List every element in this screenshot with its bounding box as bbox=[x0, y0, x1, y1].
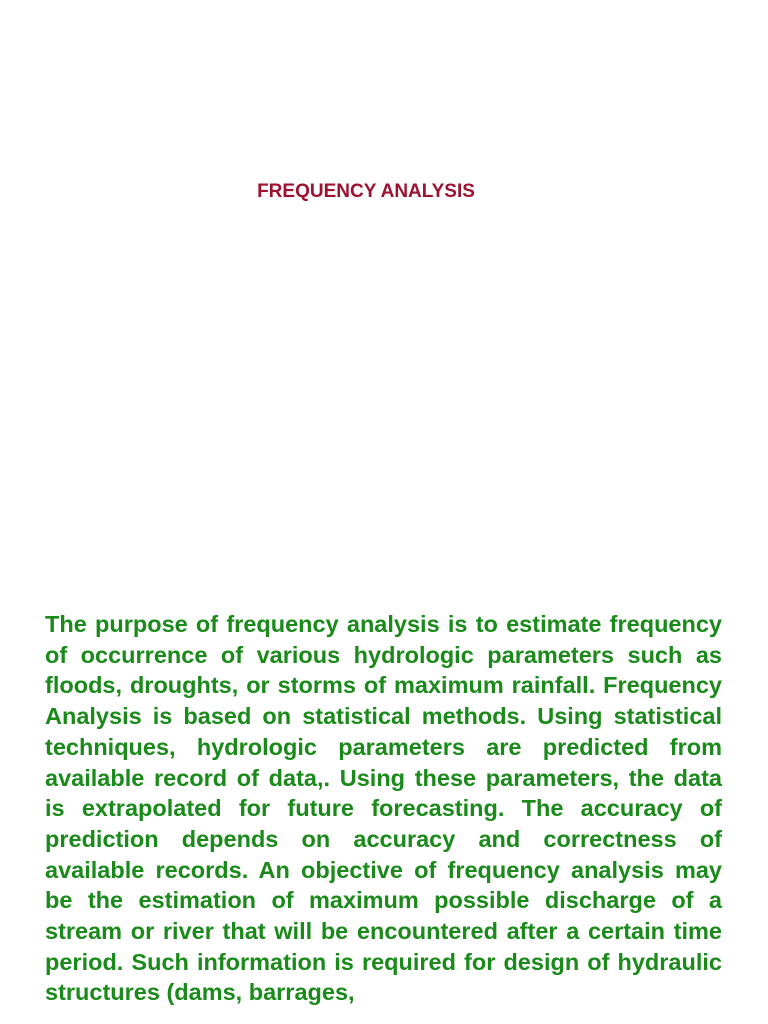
body-paragraph: The purpose of frequency analysis is to estimate frequency of occurrence of various hydrologic parameters such as floods, droughts, or storms of maximum rainfall. Frequency Analysis is based on statistical methods. Using statistical techniques, hydrologic parameters are predicted from available record of data,. Using these parameters, the data is extrapolated for future forecasting. The accuracy of prediction depends on accuracy and correctness of available records. An objective of frequency analysis may be the estimation of maximum possible discharge of a stream or river that will be encountered after a certain time period. Such information is required for design of hydraulic structures (dams, barrages, bbox=[45, 611, 722, 1006]
page-title: FREQUENCY ANALYSIS bbox=[257, 181, 475, 202]
